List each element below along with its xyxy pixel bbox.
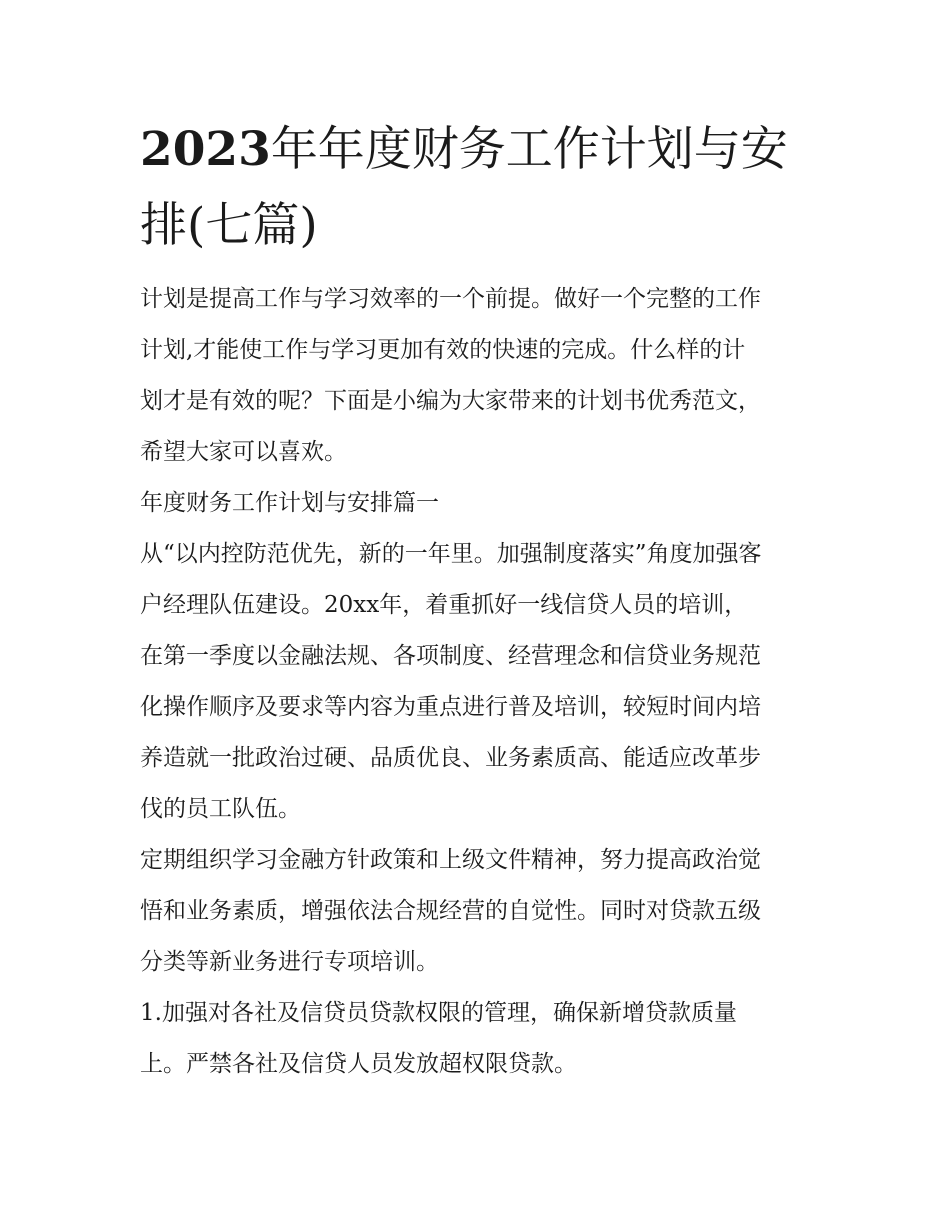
text-line: 划才是有效的呢？下面是小编为大家带来的计划书优秀范文， [140, 388, 761, 414]
text-line: 年度财务工作计划与安排篇一 [140, 490, 439, 516]
text-line: 1.加强对各社及信贷员贷款权限的管理，确保新增贷款质量 [140, 1000, 737, 1026]
text-line: 伐的员工队伍。 [140, 796, 301, 822]
text-line: 养造就一批政治过硬、品质优良、业务素质高、能适应改革步 [140, 745, 761, 771]
text-line: 从“以内控防范优先，新的一年里。加强制度落实”角度加强客 [140, 541, 762, 567]
body-paragraph [140, 835, 820, 988]
text-line: 计划,才能使工作与学习更加有效的快速的完成。什么样的计 [140, 337, 746, 363]
intro-paragraph [140, 274, 820, 478]
title-text: 年年度财务工作计划与安排(七篇) [140, 122, 788, 253]
text-line: 希望大家可以喜欢。 [140, 439, 347, 465]
title-year: 2023 [140, 122, 271, 177]
list-paragraph [140, 988, 820, 1090]
text-line: 定期组织学习金融方针政策和上级文件精神，努力提高政治觉 [140, 847, 761, 873]
document-content [140, 112, 820, 1090]
document-body [140, 274, 820, 1090]
text-line: 悟和业务素质，增强依法合规经营的自觉性。同时对贷款五级 [140, 898, 761, 924]
section-heading [140, 478, 820, 529]
text-line: 上。严禁各社及信贷人员发放超权限贷款。 [140, 1051, 577, 1077]
text-line: 户经理队伍建设。20xx年，着重抓好一线信贷人员的培训， [140, 592, 748, 618]
text-line: 化操作顺序及要求等内容为重点进行普及培训，较短时间内培 [140, 694, 761, 720]
body-paragraph [140, 529, 820, 835]
text-line: 分类等新业务进行专项培训。 [140, 949, 439, 975]
document-title [140, 112, 820, 264]
text-line: 在第一季度以金融法规、各项制度、经营理念和信贷业务规范 [140, 643, 761, 669]
text-line: 计划是提高工作与学习效率的一个前提。做好一个完整的工作 [140, 286, 761, 312]
